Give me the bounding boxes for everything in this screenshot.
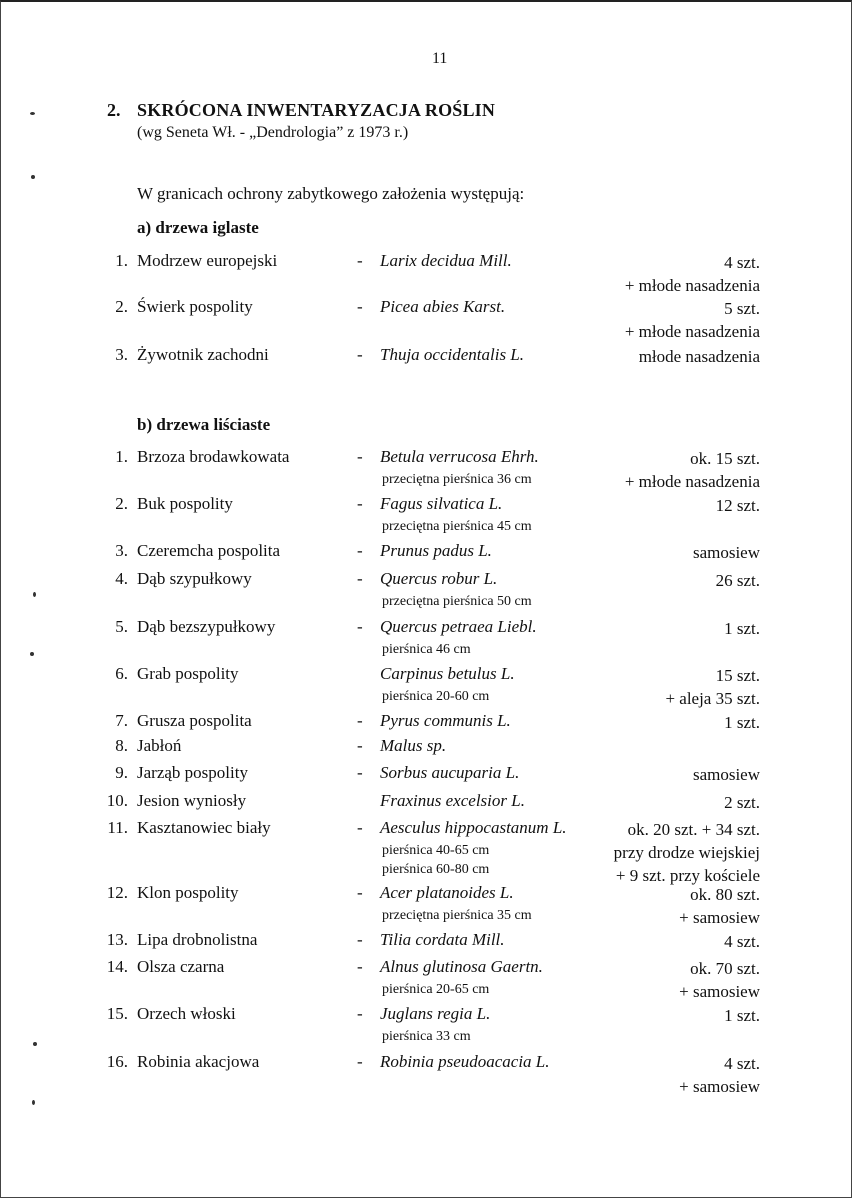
item-number: 11. <box>107 818 128 837</box>
item-quantity <box>625 251 760 297</box>
item-dash: - <box>357 1052 363 1071</box>
item-note-line: pierśnica 40-65 cm <box>382 843 490 858</box>
item-number: 8. <box>115 736 128 755</box>
item-quantity-line: + 9 szt. przy kościele <box>615 866 760 885</box>
item-quantity-line: 12 szt. <box>715 496 760 515</box>
section-title: a) drzewa iglaste <box>137 218 259 237</box>
item-notes <box>382 470 532 489</box>
item-number: 5. <box>115 617 128 636</box>
item-number: 1. <box>115 251 128 270</box>
item-number: 2. <box>115 297 128 316</box>
item-quantity <box>614 818 760 887</box>
item-dash: - <box>357 818 363 837</box>
item-quantity <box>693 541 760 564</box>
item-quantity <box>679 883 760 929</box>
item-dash: - <box>357 541 363 560</box>
item-quantity-line: + samosiew <box>679 1077 760 1096</box>
item-quantity-line: ok. 80 szt. <box>690 885 760 904</box>
item-quantity <box>625 297 760 343</box>
item-latin-name: Pyrus communis L. <box>380 711 511 730</box>
item-latin-name: Betula verrucosa Ehrh. <box>380 447 539 466</box>
item-dash: - <box>357 617 363 636</box>
item-common-name: Robinia akacjowa <box>137 1052 260 1071</box>
heading-subtitle: (wg Seneta Wł. - „Dendrologia” z 1973 r.) <box>137 124 409 141</box>
item-quantity-line: + młode nasadzenia <box>624 276 760 295</box>
item-dash: - <box>357 447 363 466</box>
item-note-line: przeciętna pierśnica 50 cm <box>382 594 532 609</box>
item-latin-name: Larix decidua Mill. <box>380 251 512 270</box>
item-note-line: pierśnica 60-80 cm <box>382 862 490 877</box>
item-quantity-line: 1 szt. <box>724 1006 760 1025</box>
scan-mark <box>31 175 35 179</box>
item-quantity-line: samosiew <box>692 543 760 562</box>
intro-text: W granicach ochrony zabytkowego założenia występują: <box>137 184 525 203</box>
item-note-line: pierśnica 33 cm <box>382 1029 471 1044</box>
scan-mark <box>33 592 36 597</box>
item-note-line: przeciętna pierśnica 35 cm <box>382 908 532 923</box>
item-dash: - <box>357 736 363 755</box>
item-common-name: Czeremcha pospolita <box>137 541 281 560</box>
item-common-name: Modrzew europejski <box>137 251 278 270</box>
item-number: 10. <box>106 791 128 810</box>
item-quantity <box>724 1004 760 1027</box>
item-latin-name: Picea abies Karst. <box>380 297 506 316</box>
item-latin-name: Juglans regia L. <box>380 1004 491 1023</box>
item-common-name: Buk pospolity <box>137 494 233 513</box>
item-number: 13. <box>106 930 128 949</box>
item-quantity-line: 15 szt. <box>715 666 760 685</box>
item-quantity-line: młode nasadzenia <box>638 347 760 366</box>
item-quantity-line: 4 szt. <box>724 1054 760 1073</box>
item-common-name: Grusza pospolita <box>137 711 252 730</box>
item-latin-name: Fraxinus excelsior L. <box>380 791 525 810</box>
item-number: 16. <box>106 1052 128 1071</box>
item-common-name: Brzoza brodawkowata <box>137 447 290 466</box>
item-quantity-line: 4 szt. <box>724 253 760 272</box>
item-latin-name: Fagus silvatica L. <box>380 494 503 513</box>
item-note-line: pierśnica 20-65 cm <box>382 982 490 997</box>
item-common-name: Klon pospolity <box>137 883 239 902</box>
item-number: 3. <box>115 345 128 364</box>
item-quantity <box>724 791 760 814</box>
item-dash: - <box>357 930 363 949</box>
item-quantity-line: 26 szt. <box>715 571 760 590</box>
scan-mark <box>33 1042 37 1046</box>
item-quantity <box>724 711 760 734</box>
section-title: b) drzewa liściaste <box>137 415 271 434</box>
item-dash: - <box>357 494 363 513</box>
item-number: 1. <box>115 447 128 466</box>
item-dash: - <box>357 763 363 782</box>
item-number: 2. <box>115 494 128 513</box>
item-quantity-line: ok. 70 szt. <box>690 959 760 978</box>
item-latin-name: Carpinus betulus L. <box>380 664 515 683</box>
item-notes <box>382 517 532 536</box>
item-quantity <box>716 494 760 517</box>
item-latin-name: Acer platanoides L. <box>380 883 514 902</box>
item-latin-name: Aesculus hippocastanum L. <box>380 818 567 837</box>
item-dash: - <box>357 1004 363 1023</box>
item-dash: - <box>357 297 363 316</box>
item-common-name: Olsza czarna <box>137 957 225 976</box>
item-notes <box>382 640 471 659</box>
page-number: 11 <box>432 50 448 67</box>
heading-title: SKRÓCONA INWENTARYZACJA ROŚLIN <box>137 100 496 120</box>
item-latin-name: Quercus petraea Liebl. <box>380 617 537 636</box>
item-common-name: Jarząb pospolity <box>137 763 248 782</box>
item-quantity-line: + samosiew <box>679 982 760 1001</box>
item-latin-name: Sorbus aucuparia L. <box>380 763 520 782</box>
item-common-name: Dąb bezszypułkowy <box>137 617 276 636</box>
item-quantity <box>724 930 760 953</box>
item-latin-name: Robinia pseudoacacia L. <box>380 1052 550 1071</box>
item-quantity <box>716 569 760 592</box>
item-dash: - <box>357 345 363 364</box>
item-common-name: Żywotnik zachodni <box>137 345 269 364</box>
item-quantity <box>639 345 760 368</box>
item-quantity <box>679 957 760 1003</box>
item-quantity-line: + samosiew <box>679 908 760 927</box>
item-dash: - <box>357 883 363 902</box>
item-latin-name: Prunus padus L. <box>380 541 492 560</box>
item-latin-name: Quercus robur L. <box>380 569 498 588</box>
item-quantity-line: 2 szt. <box>724 793 760 812</box>
item-quantity-line: 4 szt. <box>724 932 760 951</box>
scan-mark <box>30 112 35 115</box>
item-dash: - <box>357 569 363 588</box>
item-quantity-line: samosiew <box>692 765 760 784</box>
scan-mark <box>30 652 34 656</box>
item-quantity-line: + aleja 35 szt. <box>665 689 760 708</box>
item-quantity-line: + młode nasadzenia <box>624 472 760 491</box>
item-common-name: Grab pospolity <box>137 664 239 683</box>
item-number: 6. <box>115 664 128 683</box>
item-number: 12. <box>106 883 128 902</box>
item-dash: - <box>357 711 363 730</box>
item-notes <box>382 592 532 611</box>
item-quantity-line: 1 szt. <box>724 619 760 638</box>
item-notes <box>382 841 489 879</box>
item-common-name: Kasztanowiec biały <box>137 818 271 837</box>
item-common-name: Orzech włoski <box>137 1004 236 1023</box>
item-notes <box>382 687 489 706</box>
item-common-name: Jesion wyniosły <box>137 791 247 810</box>
item-notes <box>382 1027 471 1046</box>
item-number: 7. <box>115 711 128 730</box>
item-quantity-line: 1 szt. <box>724 713 760 732</box>
item-latin-name: Malus sp. <box>380 736 447 755</box>
item-note-line: pierśnica 46 cm <box>382 642 471 657</box>
item-latin-name: Tilia cordata Mill. <box>380 930 505 949</box>
item-quantity-line: ok. 15 szt. <box>690 449 760 468</box>
item-dash: - <box>357 957 363 976</box>
item-note-line: przeciętna pierśnica 36 cm <box>382 472 532 487</box>
item-quantity-line: ok. 20 szt. + 34 szt. <box>627 820 760 839</box>
item-quantity <box>693 763 760 786</box>
item-note-line: pierśnica 20-60 cm <box>382 689 490 704</box>
item-note-line: przeciętna pierśnica 45 cm <box>382 519 532 534</box>
item-quantity-line: 5 szt. <box>724 299 760 318</box>
item-number: 14. <box>106 957 128 976</box>
scan-mark <box>32 1100 35 1105</box>
item-common-name: Dąb szypułkowy <box>137 569 252 588</box>
item-number: 3. <box>115 541 128 560</box>
item-latin-name: Alnus glutinosa Gaertn. <box>380 957 543 976</box>
item-common-name: Lipa drobnolistna <box>137 930 258 949</box>
item-quantity-line: przy drodze wiejskiej <box>613 843 760 862</box>
item-number: 15. <box>106 1004 128 1023</box>
item-number: 9. <box>115 763 128 782</box>
item-common-name: Jabłoń <box>137 736 182 755</box>
heading-number: 2. <box>107 100 121 120</box>
item-quantity <box>724 617 760 640</box>
item-latin-name: Thuja occidentalis L. <box>380 345 525 364</box>
item-quantity <box>665 664 760 710</box>
item-dash: - <box>357 251 363 270</box>
item-quantity <box>625 447 760 493</box>
item-notes <box>382 906 532 925</box>
item-number: 4. <box>115 569 128 588</box>
item-quantity-line: + młode nasadzenia <box>624 322 760 341</box>
item-notes <box>382 980 489 999</box>
item-quantity <box>679 1052 760 1098</box>
item-common-name: Świerk pospolity <box>137 297 253 316</box>
